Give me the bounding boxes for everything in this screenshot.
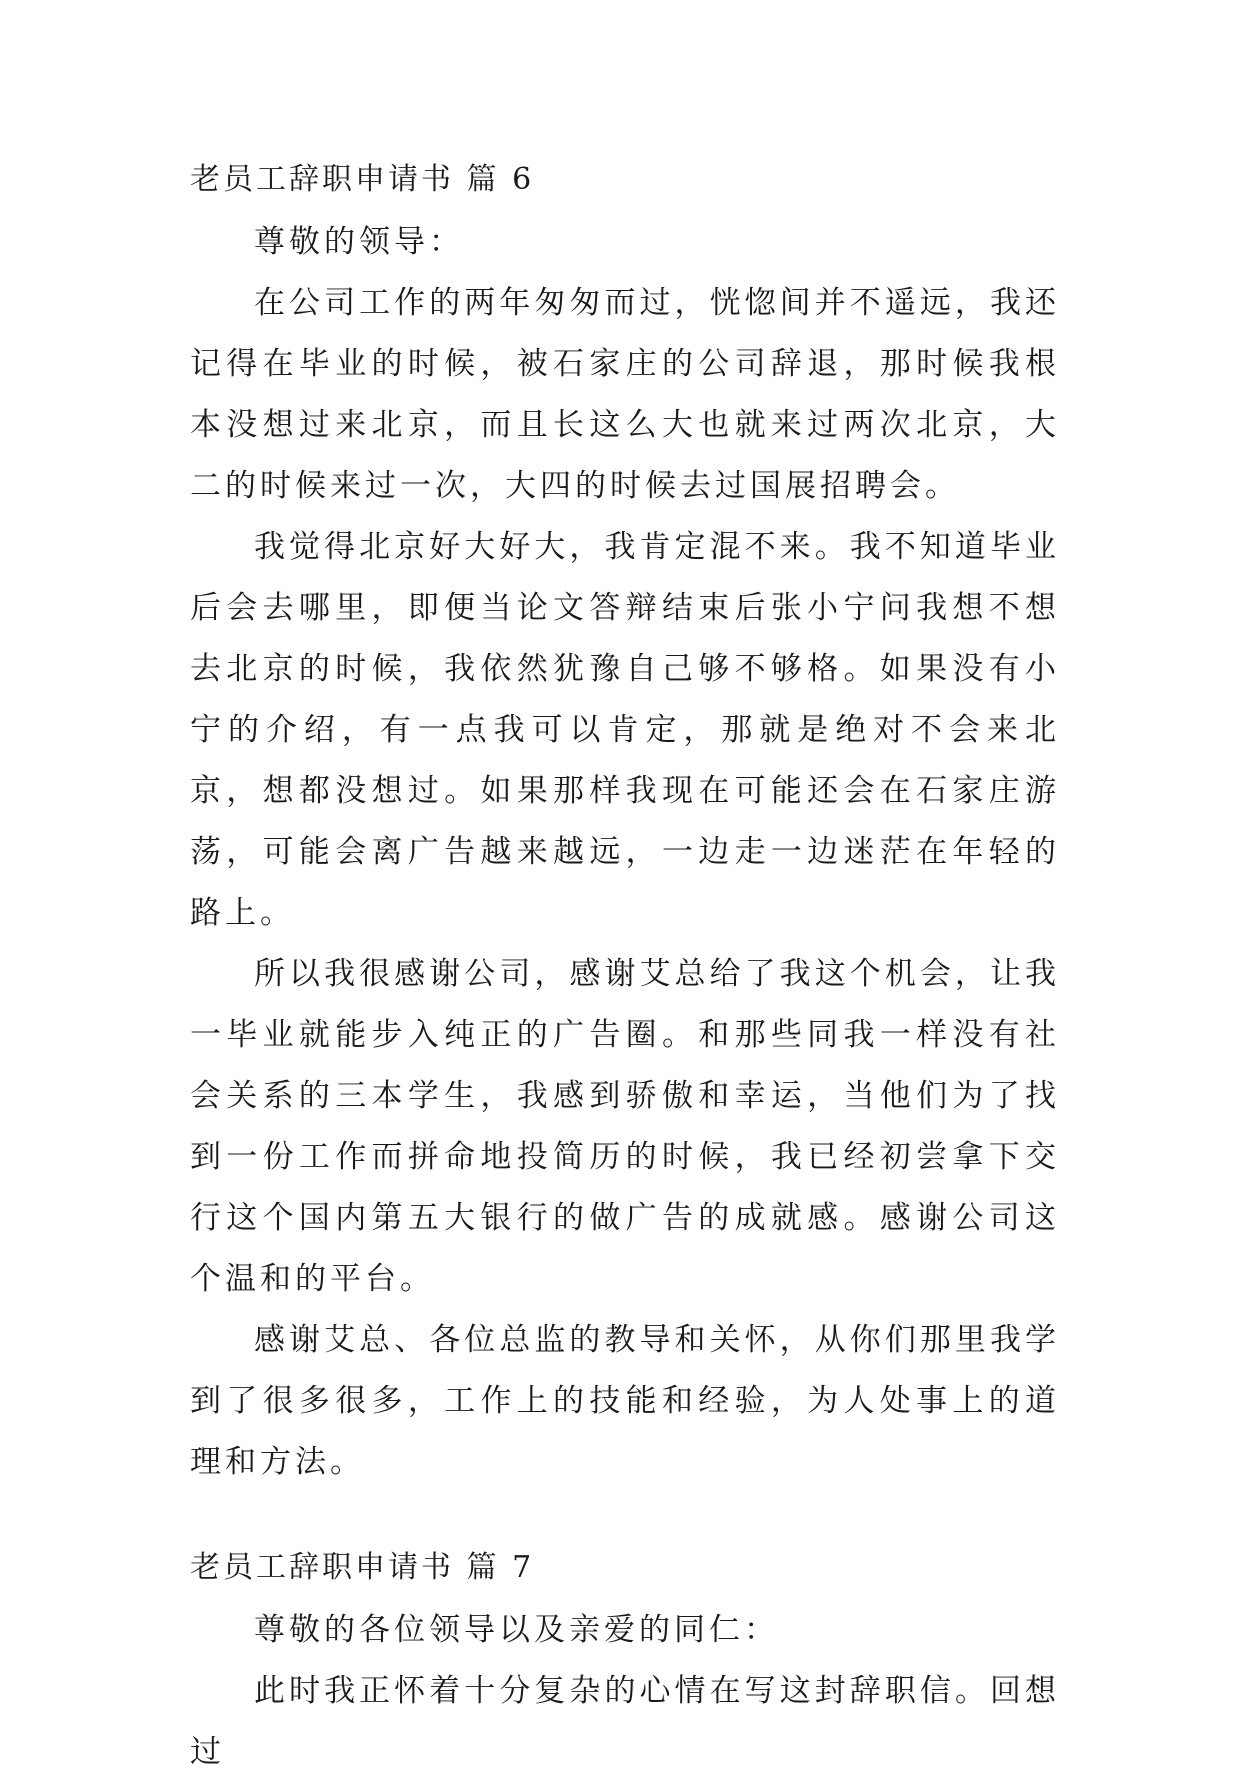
paragraph: 感谢艾总、各位总监的教导和关怀，从你们那里我学到了很多很多，工作上的技能和经验，为人处事上的道理和方法。	[190, 1322, 1060, 1480]
salutation: 尊敬的领导：	[254, 224, 464, 260]
section-7	[190, 1548, 1060, 1783]
paragraph: 我觉得北京好大好大，我肯定混不来。我不知道毕业后会去哪里，即便当论文答辩结束后张小宁问我想不想去北京的时候，我依然犹豫自己够不够格。如果没有小宁的介绍，有一点我可以肯定，那就是绝对不会来北京，想都没想过。如果那样我现在可能还会在石家庄游荡，可能会离广告越来越远，一边走一边迷茫在年轻的路上。	[190, 529, 1060, 931]
section-6	[190, 160, 1060, 1493]
paragraph: 所以我很感谢公司，感谢艾总给了我这个机会，让我一毕业就能步入纯正的广告圈。和那些同我一样没有社会关系的三本学生，我感到骄傲和幸运，当他们为了找到一份工作而拼命地投简历的时候，我已经初尝拿下交行这个国内第五大银行的做广告的成就感。感谢公司这个温和的平台。	[190, 956, 1060, 1297]
section-spacer	[190, 1493, 1060, 1548]
section-title: 老员工辞职申请书 篇 6	[190, 162, 535, 197]
paragraph: 在公司工作的两年匆匆而过，恍惚间并不遥远，我还记得在毕业的时候，被石家庄的公司辞退，那时候我根本没想过来北京，而且长这么大也就来过两次北京，大二的时候来过一次，大四的时候去过国展招聘会。	[190, 285, 1060, 504]
salutation: 尊敬的各位领导以及亲爱的同仁：	[254, 1612, 779, 1648]
paragraph: 此时我正怀着十分复杂的心情在写这封辞职信。回想过	[190, 1673, 1060, 1770]
section-title: 老员工辞职申请书 篇 7	[190, 1550, 535, 1585]
document-body	[190, 160, 1060, 1783]
